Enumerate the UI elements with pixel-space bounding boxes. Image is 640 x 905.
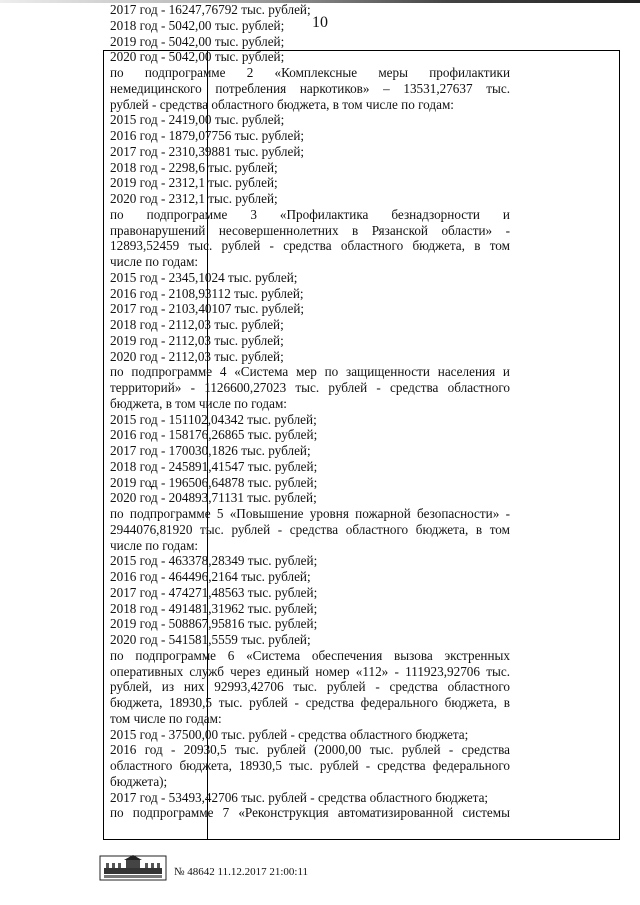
- text-line: 2018 год - 2298,6 тыс. рублей;: [110, 159, 278, 175]
- page-number: 10: [312, 14, 328, 31]
- footer: [98, 854, 498, 886]
- text-line: бюджета);: [110, 773, 168, 789]
- text-line: 2944076,81920 тыс. рублей - средства областного бюджета, в том: [110, 521, 510, 537]
- text-line: рублей, из них 92993,42706 тыс. рублей - средства областного: [110, 679, 510, 695]
- text-line: по подпрограмме 4 «Система мер по защищенности населения и: [110, 364, 510, 380]
- text-line: бюджета, 18930,5 тыс. рублей - средства федерального бюджета, в: [110, 695, 510, 710]
- text-line: рублей - средства областного бюджета, в том числе по годам:: [110, 96, 454, 112]
- text-line: территорий» - 1126600,27023 тыс. рублей - средства областного: [110, 380, 510, 395]
- text-line: 2020 год - 204893,71131 тыс. рублей;: [110, 490, 317, 506]
- text-line: 2020 год - 5042,00 тыс. рублей;: [110, 49, 285, 65]
- text-line: 2016 год - 20930,5 тыс. рублей (2000,00 тыс. рублей - средства: [110, 742, 510, 758]
- text-line: 2020 год - 2312,1 тыс. рублей;: [110, 191, 278, 206]
- text-line: 2020 год - 2112,03 тыс. рублей;: [110, 348, 284, 364]
- text-line: 2018 год - 491481,31962 тыс. рублей;: [110, 600, 318, 616]
- table-cell-content: [110, 2, 510, 821]
- text-line: 2016 год - 158176,26865 тыс. рублей;: [110, 427, 318, 443]
- text-line: 2015 год - 151102,04342 тыс. рублей;: [110, 411, 317, 427]
- text-line: 2019 год - 5042,00 тыс. рублей;: [110, 33, 285, 49]
- text-line: 2019 год - 2312,1 тыс. рублей;: [110, 175, 278, 191]
- text-line: 2015 год - 463378,28349 тыс. рублей;: [110, 553, 318, 569]
- government-building-logo-icon: [98, 854, 168, 882]
- text-line: оперативных служб через единый номер «112» - 111923,92706 тыс.: [110, 663, 510, 679]
- text-line: 2016 год - 464496,2164 тыс. рублей;: [110, 569, 311, 584]
- text-line: 2018 год - 5042,00 тыс. рублей;: [110, 17, 285, 33]
- text-line: 2018 год - 245891,41547 тыс. рублей;: [110, 458, 318, 474]
- text-line: областного бюджета, 18930,5 тыс. рублей - средства федерального: [110, 758, 510, 773]
- text-line: 2020 год - 541581,5559 тыс. рублей;: [110, 632, 311, 647]
- document-stamp: № 48642 11.12.2017 21:00:11: [174, 866, 309, 878]
- text-line: 2015 год - 37500,00 тыс. рублей - средства областного бюджета;: [110, 726, 469, 742]
- text-line: 2018 год - 2112,03 тыс. рублей;: [110, 317, 284, 332]
- text-line: немедицинского потребления наркотиков» – 13531,27637 тыс.: [110, 80, 510, 96]
- text-line: правонарушений несовершеннолетних в Рязанской области» -: [110, 222, 510, 238]
- text-line: 2017 год - 2310,39881 тыс. рублей;: [110, 143, 305, 159]
- text-line: 2015 год - 2345,1024 тыс. рублей;: [110, 269, 298, 285]
- text-line: по подпрограмме 6 «Система обеспечения вызова экстренных: [110, 647, 510, 663]
- text-line: 2017 год - 474271,48563 тыс. рублей;: [110, 584, 318, 600]
- text-line: по подпрограмме 3 «Профилактика безнадзорности и: [110, 206, 510, 222]
- text-line: 2019 год - 508867,95816 тыс. рублей;: [110, 616, 318, 632]
- text-line: бюджета, в том числе по годам:: [110, 395, 287, 411]
- text-line: по подпрограмме 7 «Реконструкция автоматизированной системы: [110, 805, 510, 821]
- text-line: по подпрограмме 5 «Повышение уровня пожарной безопасности» -: [110, 506, 510, 521]
- text-line: 2017 год - 16247,76792 тыс. рублей;: [110, 2, 311, 17]
- text-line: 2016 год - 2108,93112 тыс. рублей;: [110, 285, 304, 301]
- text-line: числе по годам:: [110, 254, 199, 269]
- text-line: 2016 год - 1879,07756 тыс. рублей;: [110, 128, 305, 143]
- text-line: 2017 год - 53493,42706 тыс. рублей - средства областного бюджета;: [110, 789, 489, 805]
- text-line: 2019 год - 2112,03 тыс. рублей;: [110, 332, 284, 348]
- text-line: том числе по годам:: [110, 710, 222, 726]
- text-line: 2015 год - 2419,00 тыс. рублей;: [110, 112, 285, 128]
- text-line: 2017 год - 170030,1826 тыс. рублей;: [110, 443, 311, 458]
- text-line: по подпрограмме 2 «Комплексные меры профилактики: [110, 65, 510, 80]
- text-line: 2017 год - 2103,40107 тыс. рублей;: [110, 301, 305, 317]
- text-line: числе по годам:: [110, 537, 199, 553]
- text-line: 12893,52459 тыс. рублей - средства областного бюджета, в том: [110, 238, 510, 254]
- text-line: 2019 год - 196506,64878 тыс. рублей;: [110, 474, 318, 490]
